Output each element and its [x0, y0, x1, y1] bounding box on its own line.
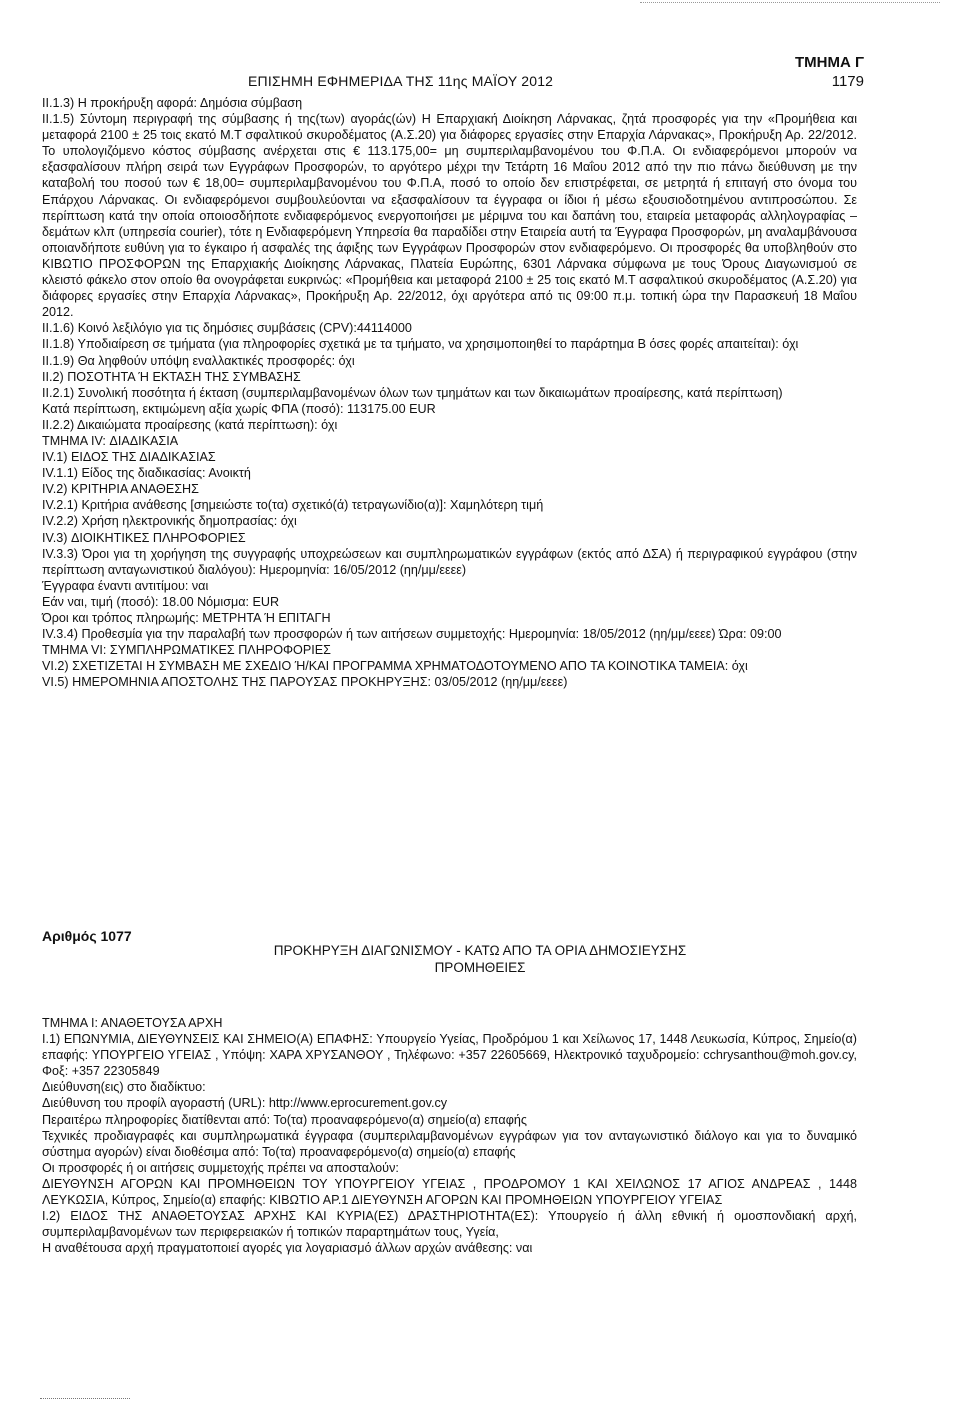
- notice-title-line: ΠΡΟΚΗΡΥΞΗ ΔΙΑΓΩΝΙΣΜΟΥ - ΚΑΤΩ ΑΠΟ ΤΑ ΟΡΙΑ ΔΗΜΟΣΙΕΥΣΗΣ: [273, 943, 687, 958]
- paragraph: Διεύθυνση του προφίλ αγοραστή (URL): http://www.eprocurement.gov.cy: [42, 1096, 448, 1111]
- paragraph: IV.2) ΚΡΙΤΗΡΙΑ ΑΝΑΘΕΣΗΣ: [42, 482, 199, 497]
- paragraph: ΙΙ.1.8) Υποδιαίρεση σε τμήματα (για πληροφορίες σχετικά με τα τμήματο, να χρησιμοποιηθεί το παράρτημα Β όσες φορές απαιτείται): όχι: [42, 337, 799, 352]
- paragraph: Εάν ναι, τιμή (ποσό): 18.00 Νόμισμα: EUR: [42, 594, 280, 609]
- paragraph: Ι.2) ΕΙΔΟΣ ΤΗΣ ΑΝΑΘΕΤΟΥΣΑΣ ΑΡΧΗΣ ΚΑΙ ΚΥΡΙΑ(ΕΣ) ΔΡΑΣΤΗΡΙΟΤΗΤΑ(ΕΣ): Υπουργείο ή άλλη εθνική ή ομοσπονδιακή αρχή, συμπεριλαμβανομένων των περιφερειακών ή τοπικών παραρτημάτων τους, Υγεία,: [42, 1209, 857, 1240]
- paragraph: Περαιτέρω πληροφορίες διατίθενται από: Το(τα) προαναφερόμενο(α) σημείο(α) επαφής: [42, 1112, 527, 1127]
- tender-notice-1077: [42, 1015, 857, 1256]
- page-number: 1179: [831, 73, 864, 90]
- paragraph: IV.1) ΕΙΔΟΣ ΤΗΣ ΔΙΑΔΙΚΑΣΙΑΣ: [42, 450, 216, 465]
- notice-number: Αριθμός 1077: [42, 928, 132, 944]
- paragraph: ΙΙ.2) ΠΟΣΟΤΗΤΑ Ή ΕΚΤΑΣΗ ΤΗΣ ΣΥΜΒΑΣΗΣ: [42, 369, 301, 384]
- paragraph: Η αναθέτουσα αρχή πραγματοποιεί αγορές για λογαριασμό άλλων αρχών ανάθεσης: ναι: [42, 1241, 533, 1256]
- paragraph: Ι.1) ΕΠΩΝΥΜΙΑ, ΔΙΕΥΘΥΝΣΕΙΣ ΚΑΙ ΣΗΜΕΙΟ(Α) ΕΠΑΦΗΣ: Υπουργείο Υγείας, Προδρόμου 1 και Χείλωνος 17, 1448 Λευκωσία, Κύπρος, Σημείο(α) επαφής: ΥΠΟΥΡΓΕΙΟ ΥΓΕΙΑΣ , Υπόψη: ΧΑΡΑ ΧΡΥΣΑΝΘΟΥ , Τηλέφωνο: +357 22605669, Ηλεκτρονικό ταχυδρομείο: cchrysanthou@moh.gov.cy, Φοξ: +357 22305849: [42, 1032, 857, 1079]
- paragraph: IV.3.4) Προθεσμία για την παραλαβή των προσφορών ή των αιτήσεων συμμετοχής: Ημερομηνία: 18/05/2012 (ηη/μμ/εεεε) Ώρα: 09:00: [42, 627, 782, 642]
- journal-title: ΕΠΙΣΗΜΗ ΕΦΗΜΕΡΙΔΑ ΤΗΣ 11ης ΜΑΪΟΥ 2012: [248, 73, 554, 89]
- scan-artifact: [640, 2, 940, 3]
- section-label: ΤΜΗΜΑ Γ: [794, 54, 864, 71]
- paragraph: Οι προσφορές ή οι αιτήσεις συμμετοχής πρέπει να αποσταλούν:: [42, 1160, 399, 1175]
- paragraph: IV.3.3) Όροι για τη χορήγηση της συγγραφής υποχρεώσεων και συμπληρωματικών εγγράφων (εκτός από ΔΣΑ) ή περιγραφικού εγγράφου (στην περίπτωση ανταγωνιστικού διαλόγου): Ημερομηνία: 16/05/2012 (ηη/μμ/εεεε): [42, 546, 857, 577]
- paragraph: IV.3) ΔΙΟΙΚΗΤΙΚΕΣ ΠΛΗΡΟΦΟΡΙΕΣ: [42, 530, 246, 545]
- paragraph: Διεύθυνση(εις) στο διαδίκτυο:: [42, 1080, 206, 1095]
- paragraph: IV.2.2) Χρήση ηλεκτρονικής δημοπρασίας: όχι: [42, 514, 297, 529]
- paragraph: ΙΙ.2.1) Συνολική ποσότητα ή έκταση (συμπεριλαμβανομένων όλων των τμημάτων και των δικαιωμάτων προαίρεσης, κατά περίπτωση): [42, 385, 783, 400]
- paragraph: Έγγραφα έναντι αντιτίμου: ναι: [42, 578, 209, 593]
- paragraph: ΙΙ.2.2) Δικαιώματα προαίρεσης (κατά περίπτωση): όχι: [42, 417, 338, 432]
- paragraph: VI.5) ΗΜΕΡΟΜΗΝΙΑ ΑΠΟΣΤΟΛΗΣ ΤΗΣ ΠΑΡΟΥΣΑΣ ΠΡΟΚΗΡΥΞΗΣ: 03/05/2012 (ηη/μμ/εεεε): [42, 675, 568, 690]
- paragraph: ΙΙ.1.3) Η προκήρυξη αφορά: Δημόσια σύμβαση: [42, 96, 303, 110]
- paragraph: IV.2.1) Κριτήρια ανάθεσης [σημειώστε το(τα) σχετικό(ά) τετραγωνίδιο(α)]: Χαμηλότερη τιμή: [42, 498, 544, 513]
- paragraph: ΤΜΗΜΑ IV: ΔΙΑΔΙΚΑΣΙΑ: [42, 433, 179, 448]
- paragraph: ΔΙΕΥΘΥΝΣΗ ΑΓΟΡΩΝ ΚΑΙ ΠΡΟΜΗΘΕΙΩΝ ΤΟΥ ΥΠΟΥΡΓΕΙΟΥ ΥΓΕΙΑΣ , ΠΡΟΔΡΟΜΟΥ 1 ΚΑΙ ΧΕΙΛΩΝΟΣ 17 ΑΓΙΟΣ ΑΝΔΡΕΑΣ , 1448 ΛΕΥΚΩΣΙΑ, Κύπρος, Σημείο(α) επαφής: ΚΙΒΩΤΙΟ ΑΡ.1 ΔΙΕΥΘΥΝΣΗ ΑΓΟΡΩΝ ΚΑΙ ΠΡΟΜΗΘΕΙΩΝ ΥΠΟΥΡΓΕΙΟΥ ΥΓΕΙΑΣ: [42, 1176, 857, 1208]
- paragraph: ΙΙ.1.5) Σύντομη περιγραφή της σύμβασης ή της(των) αγοράς(ών) Η Επαρχιακή Διοίκηση Λάρνακας, ζητά προσφορές για την «Προμήθεια και μεταφορά 2100 ± 25 τοις εκατό Μ.Τ σφαλτικού σκυροδέματος (Α.Σ.20) για διάφορες εργασίες στην Επαρχία Λάρνακας», Προκήρυξη Αρ. 22/2012. Το υπολογιζόμενο κόστος σύμβασης ανέρχεται στις € 113.175,00= μη συμπεριλαμβανομένου του Φ.Π.Α. Οι ενδιαφερόμενοι μπορούν να εξασφαλίσουν πλήρη σειρά των Εγγράφων Προσφορών, το αργότερο μέχρι την Τετάρτη 16 Μαΐου 2012 από την πιο πάνω διεύθυνση με την καταβολή του ποσού των € 18,00= συμπεριλαμβανομένου του Φ.Π.Α, ποσό το οποίο δεν επιστρέφεται, σε μετρητά ή επιταγή στο όνομα του Επάρχου Λάρνακας. Οι ενδιαφερόμενοι συμβουλεύονται να εξασφαλίσουν τα έγγραφα οι ίδιοι ή μέσω εξουσιοδοτημένου αντιπροσώπου. Σε περίπτωση κατά την οποία οποιοσδήποτε ενδιαφερόμενος ενεργοποιήσει με μέριμνα του και δαπάνη του, εταιρεία μεταφοράς αλληλογραφίας – δεμάτων κλπ (υπηρεσία courier), τότε η Ενδιαφερόμενη Υπηρεσία θα παραδίδει στην Εταιρεία αυτή τα Έγγραφα Προσφορών, μη αναλαμβάνουσα οποιανδήποτε ευθύνη για το έγκαιρο ή ασφαλές της άφιξης των Εγγράφων Προσφορών στον ενδιαφερόμενο. Οι προσφορές θα υποβληθούν στο ΚΙΒΩΤΙΟ ΠΡΟΣΦΟΡΩΝ της Επαρχιακής Διοίκησης Λάρνακας, Πλατεία Ευρώπης, 6301 Λάρνακα σύμφωνα με τους Όρους Διαγωνισμού σε κλειστό φάκελο στον οποίο θα ονογράφεται ευκρινώς: «Προμήθεια και μεταφορά 2100 ± 25 τοις εκατό Μ.Τ ασφαλτικού σκυροδέματος (Α.Σ.20) για διάφορες εργασίες στην Επαρχία Λάρνακας», Προκήρυξη Αρ. 22/2012, όχι αργότερα από τις 09:00 π.μ. τοπική ώρα την Παρασκευή 18 Μαΐου 2012.: [42, 112, 857, 320]
- paragraph: IV.1.1) Είδος της διαδικασίας: Ανοικτή: [42, 466, 251, 481]
- paragraph: ΙΙ.1.9) Θα ληφθούν υπόψη εναλλακτικές προσφορές: όχι: [42, 353, 355, 368]
- paragraph: ΙΙ.1.6) Κοινό λεξιλόγιο για τις δημόσιες συμβάσεις (CPV):44114000: [42, 321, 412, 336]
- paragraph: ΤΜΗΜΑ VI: ΣΥΜΠΛΗΡΩΜΑΤΙΚΕΣ ΠΛΗΡΟΦΟΡΙΕΣ: [42, 643, 331, 658]
- paragraph: Όροι και τρόπος πληρωμής: ΜΕΤΡΗΤΑ Ή ΕΠΙΤΑΓΗ: [42, 611, 331, 625]
- tender-notice-continued: [42, 95, 857, 690]
- paragraph: Τεχνικές προδιαγραφές και συμπληρωματικά έγγραφα (συμπεριλαμβανομένων εγγράφων για τον ανταγωνιστικό διάλογο και για το δυναμικό σύστημα αγορών) είναι διοθέσιμα από: Το(τα) προαναφερόμενο(α) σημείο(α) επαφής: [42, 1128, 857, 1159]
- paragraph: Κατά περίπτωση, εκτιμώμενη αξία χωρίς ΦΠΑ (ποσό): 113175.00 EUR: [42, 401, 436, 416]
- paragraph: VI.2) ΣΧΕΤΙΖΕΤΑΙ Η ΣΥΜΒΑΣΗ ΜΕ ΣΧΕΔΙΟ Ή/ΚΑΙ ΠΡΟΓΡΑΜΜΑ ΧΡΗΜΑΤΟΔΟΤΟΥΜΕΝΟ ΑΠΟ ΤΑ ΚΟΙΝΟΤΙΚΑ ΤΑΜΕΙΑ: όχι: [42, 659, 748, 674]
- notice-title-line: ΠΡΟΜΗΘΕΙΕΣ: [434, 960, 526, 975]
- scan-artifact: [40, 1398, 130, 1399]
- paragraph: ΤΜΗΜΑ Ι: ΑΝΑΘΕΤΟΥΣΑ ΑΡΧΗ: [42, 1016, 223, 1030]
- notice-title: [180, 942, 780, 976]
